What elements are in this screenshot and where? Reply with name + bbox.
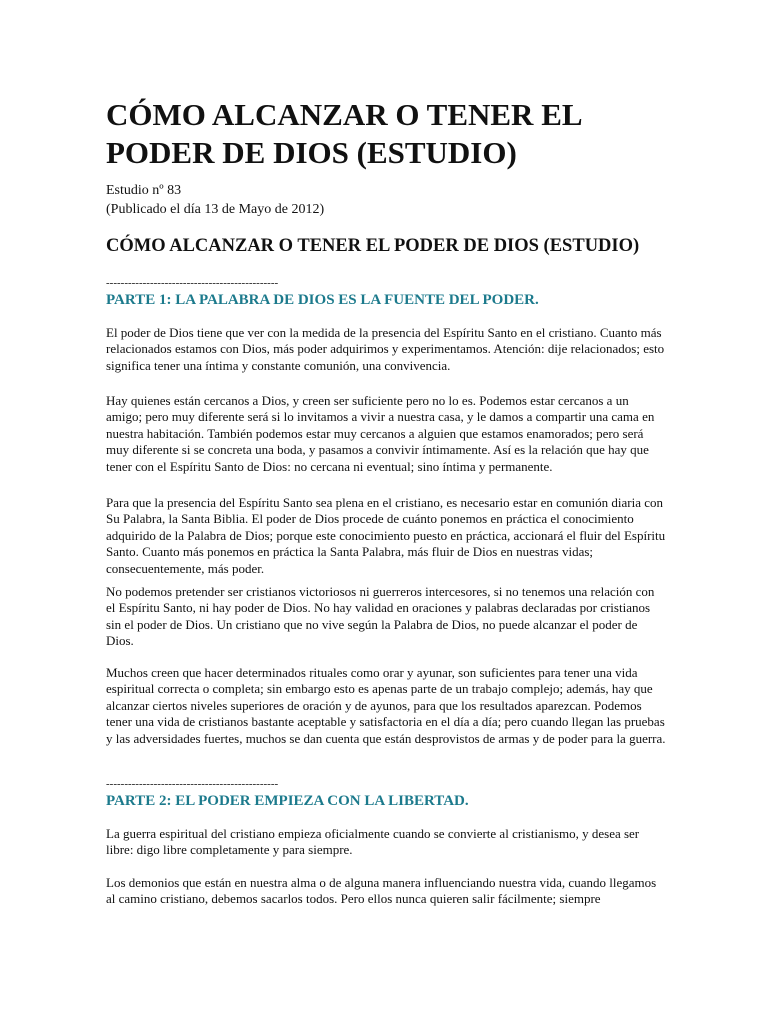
- document-title: CÓMO ALCANZAR O TENER EL PODER DE DIOS (ESTUDIO): [106, 97, 581, 170]
- document-subtitle: CÓMO ALCANZAR O TENER EL PODER DE DIOS (ESTUDIO): [106, 236, 640, 256]
- paragraph: El poder de Dios tiene que ver con la medida de la presencia del Espíritu Santo en el cristiano. Cuanto más relacionados estamos con Dios, más poder adquirimos y experimentamos. Atención: dije relacionados; esto significa tener una íntima y constante comunión, una convivencia.: [106, 325, 665, 373]
- study-number: Estudio nº 83: [106, 183, 182, 198]
- paragraph: No podemos pretender ser cristianos victoriosos ni guerreros intercesores, si no tenemos una relación con el Espíritu Santo, ni hay poder de Dios. No hay validad en oraciones y palabras declaradas por cristianos sin el poder de Dios. Un cristiano que no vive según la Palabra de Dios, no puede alcanzar el poder de Dios.: [106, 584, 655, 649]
- section-divider: -----------------------------------------------: [106, 277, 279, 289]
- section-divider: -----------------------------------------------: [106, 778, 279, 790]
- paragraph: Para que la presencia del Espíritu Santo sea plena en el cristiano, es necesario estar en comunión diaria con Su Palabra, la Santa Biblia. El poder de Dios procede de cuánto ponemos en práctica el conocimiento adquirido de la Palabra de Dios; porque este conocimiento puesto en práctica, accionará el fluir del Espíritu Santo. Cuanto más ponemos en práctica la Santa Palabra, más fluir de Dios en nuestras vidas; consecuentemente, más poder.: [106, 495, 666, 576]
- paragraph: La guerra espiritual del cristiano empieza oficialmente cuando se convierte al cristianismo, y desea ser libre: digo libre completamente y para siempre.: [106, 826, 640, 858]
- paragraph: Hay quienes están cercanos a Dios, y creen ser suficiente pero no lo es. Podemos estar cercanos a un amigo; pero muy diferente será si lo invitamos a vivir a nuestra casa, y le damos a compartir una cama en nuestra habitación. También podemos estar muy cercanos a alguien que estamos enamorados; pero será muy diferente si se concreta una boda, y pasamos a convivir íntimamente. Así es la relación que hay que tener con el Espíritu Santo de Dios: no cercana ni eventual; sino íntima y permanente.: [106, 393, 655, 474]
- document-meta: [106, 181, 324, 219]
- paragraph: Muchos creen que hacer determinados rituales como orar y ayunar, son suficientes para tener una vida espiritual correcta o completa; sin embargo esto es apenas parte de un trabajo complejo; además, hay que alcanzar ciertos niveles superiores de oración y de ayunos, para que los resultados aparezcan. Podemos tener una vida de cristianos bastante aceptable y satisfactoria en el día a día; pero cuando llegan las pruebas y las adversidades fuertes, muchos se dan cuenta que están desprovistos de armas y de poder para la guerra.: [106, 665, 666, 746]
- paragraph: Los demonios que están en nuestra alma o de alguna manera influenciando nuestra vida, cuando llegamos al camino cristiano, debemos sacarlos todos. Pero ellos nunca quieren salir fácilmente; siempre: [106, 875, 657, 907]
- publish-date: (Publicado el día 13 de Mayo de 2012): [106, 202, 325, 217]
- section-heading-part-1: PARTE 1: LA PALABRA DE DIOS ES LA FUENTE DEL PODER.: [106, 292, 539, 308]
- section-heading-part-2: PARTE 2: EL PODER EMPIEZA CON LA LIBERTAD.: [106, 793, 469, 809]
